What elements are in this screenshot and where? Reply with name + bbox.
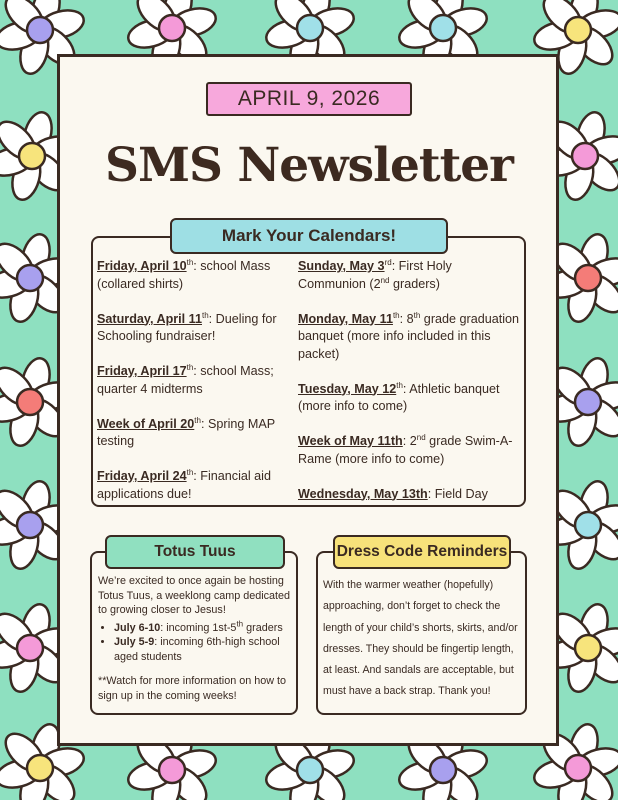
calendar-event bbox=[298, 258, 520, 293]
totus-tuus-heading: Totus Tuus bbox=[105, 535, 285, 569]
flower-coral-center bbox=[575, 265, 601, 291]
calendar-event bbox=[298, 433, 520, 468]
totus-tuus-item bbox=[114, 618, 293, 636]
page-title: SMS Newsletter bbox=[105, 138, 513, 193]
calendar-event bbox=[97, 363, 289, 398]
calendar-event bbox=[298, 311, 520, 364]
event-date-suffix: th bbox=[186, 467, 194, 477]
flower-blue-center bbox=[430, 15, 456, 41]
item-text-cont: graders bbox=[243, 621, 283, 634]
calendar-event bbox=[97, 468, 289, 503]
calendar-heading: Mark Your Calendars! bbox=[170, 218, 448, 254]
newsletter-date: APRIL 9, 2026 bbox=[237, 87, 381, 110]
item-text: : incoming 1st-5 bbox=[160, 621, 237, 634]
event-date-suffix: th bbox=[186, 257, 194, 267]
event-date-suffix: rd bbox=[384, 257, 392, 267]
item-suffix: th bbox=[236, 618, 244, 628]
event-date-suffix: th bbox=[396, 380, 403, 390]
event-date: Sunday, May 3 bbox=[298, 259, 385, 273]
event-description-cont: graders) bbox=[389, 276, 440, 291]
item-date: July 5-9 bbox=[114, 636, 155, 648]
flower-lavender-center bbox=[430, 757, 456, 783]
flower-blue-center bbox=[575, 512, 601, 538]
event-date: Friday, April 17 bbox=[97, 364, 187, 378]
flower-blue-center bbox=[297, 15, 323, 41]
dress-code-heading: Dress Code Reminders bbox=[333, 535, 511, 569]
flower-yellow-center bbox=[565, 17, 591, 43]
event-description: : Athletic banquet (more info to come) bbox=[298, 381, 500, 413]
event-date: Monday, May 11 bbox=[298, 311, 393, 326]
event-date: Saturday, April 11 bbox=[97, 311, 202, 326]
calendar-right-column bbox=[298, 258, 520, 521]
calendar-event bbox=[97, 416, 289, 451]
event-description: : 8 bbox=[399, 311, 414, 326]
event-date: Friday, April 10 bbox=[97, 259, 187, 273]
totus-tuus-intro: We’re excited to once again be hosting Totus Tuus, a weeklong camp dedicated to growing closer to Jesus! bbox=[98, 575, 291, 616]
flower-yellow-center bbox=[27, 755, 53, 781]
event-description: : Dueling for Schooling fundraiser! bbox=[97, 311, 277, 343]
flower-pink-center bbox=[159, 757, 185, 783]
flower-lavender-center bbox=[575, 389, 601, 415]
event-description-cont: grade Swim-A-Rame (more info to come) bbox=[298, 434, 513, 466]
flower-coral-center bbox=[17, 389, 43, 415]
calendar-event bbox=[298, 486, 520, 504]
event-description-cont: grade graduation banquet (more info included in this packet) bbox=[298, 311, 520, 361]
event-description: : school Mass (collared shirts) bbox=[97, 259, 271, 291]
event-suffix: nd bbox=[416, 432, 426, 442]
event-date: Week of May 11th bbox=[298, 434, 403, 448]
calendar-event bbox=[97, 311, 289, 346]
calendar-event bbox=[97, 258, 289, 293]
event-date-suffix: th bbox=[392, 310, 400, 320]
event-description: : First Holy Communion (2 bbox=[298, 259, 452, 291]
event-description: : Spring MAP testing bbox=[97, 416, 275, 448]
event-date-suffix: th bbox=[186, 362, 194, 372]
event-date: Wednesday, May 13th bbox=[298, 486, 428, 501]
event-description: : Financial aid applications due! bbox=[97, 469, 271, 501]
totus-tuus-list bbox=[98, 618, 293, 665]
dress-code-body: With the warmer weather (hopefully) approaching, don’t forget to check the length of your child’s shorts, skirts, and/or dresses. They should be fingertip length, at least. And sandals are acceptable, but must have a back strap. Thank you! bbox=[323, 579, 518, 698]
calendar-left-column bbox=[97, 258, 289, 521]
flower-yellow-center bbox=[575, 635, 601, 661]
flower-blue-center bbox=[297, 757, 323, 783]
event-date: Tuesday, May 12 bbox=[298, 381, 397, 396]
flower-lavender-center bbox=[27, 17, 53, 43]
event-date-suffix: th bbox=[202, 310, 209, 320]
event-suffix: th bbox=[413, 310, 421, 320]
flower-lavender-center bbox=[17, 512, 43, 538]
flower-lavender-center bbox=[17, 265, 43, 291]
item-date: July 6-10 bbox=[114, 621, 161, 634]
flower-pink-center bbox=[159, 15, 185, 41]
event-description: : school Mass; quarter 4 midterms bbox=[97, 364, 274, 396]
calendar-event bbox=[298, 381, 520, 416]
flower-pink-center bbox=[565, 755, 591, 781]
flower-pink-center bbox=[17, 635, 43, 661]
event-description: : 2 bbox=[402, 434, 417, 448]
item-text: : incoming 6th-high school aged students bbox=[114, 636, 280, 663]
event-date-suffix: th bbox=[194, 415, 201, 425]
date-banner bbox=[206, 82, 412, 116]
event-date: Week of April 20 bbox=[97, 416, 195, 431]
event-suffix: nd bbox=[380, 275, 390, 285]
event-description: : Field Day bbox=[427, 486, 488, 501]
totus-tuus-item bbox=[114, 635, 293, 664]
totus-tuus-body bbox=[98, 574, 293, 703]
event-date: Friday, April 24 bbox=[97, 469, 187, 483]
totus-tuus-note: **Watch for more information on how to sign up in the coming weeks! bbox=[98, 675, 287, 702]
